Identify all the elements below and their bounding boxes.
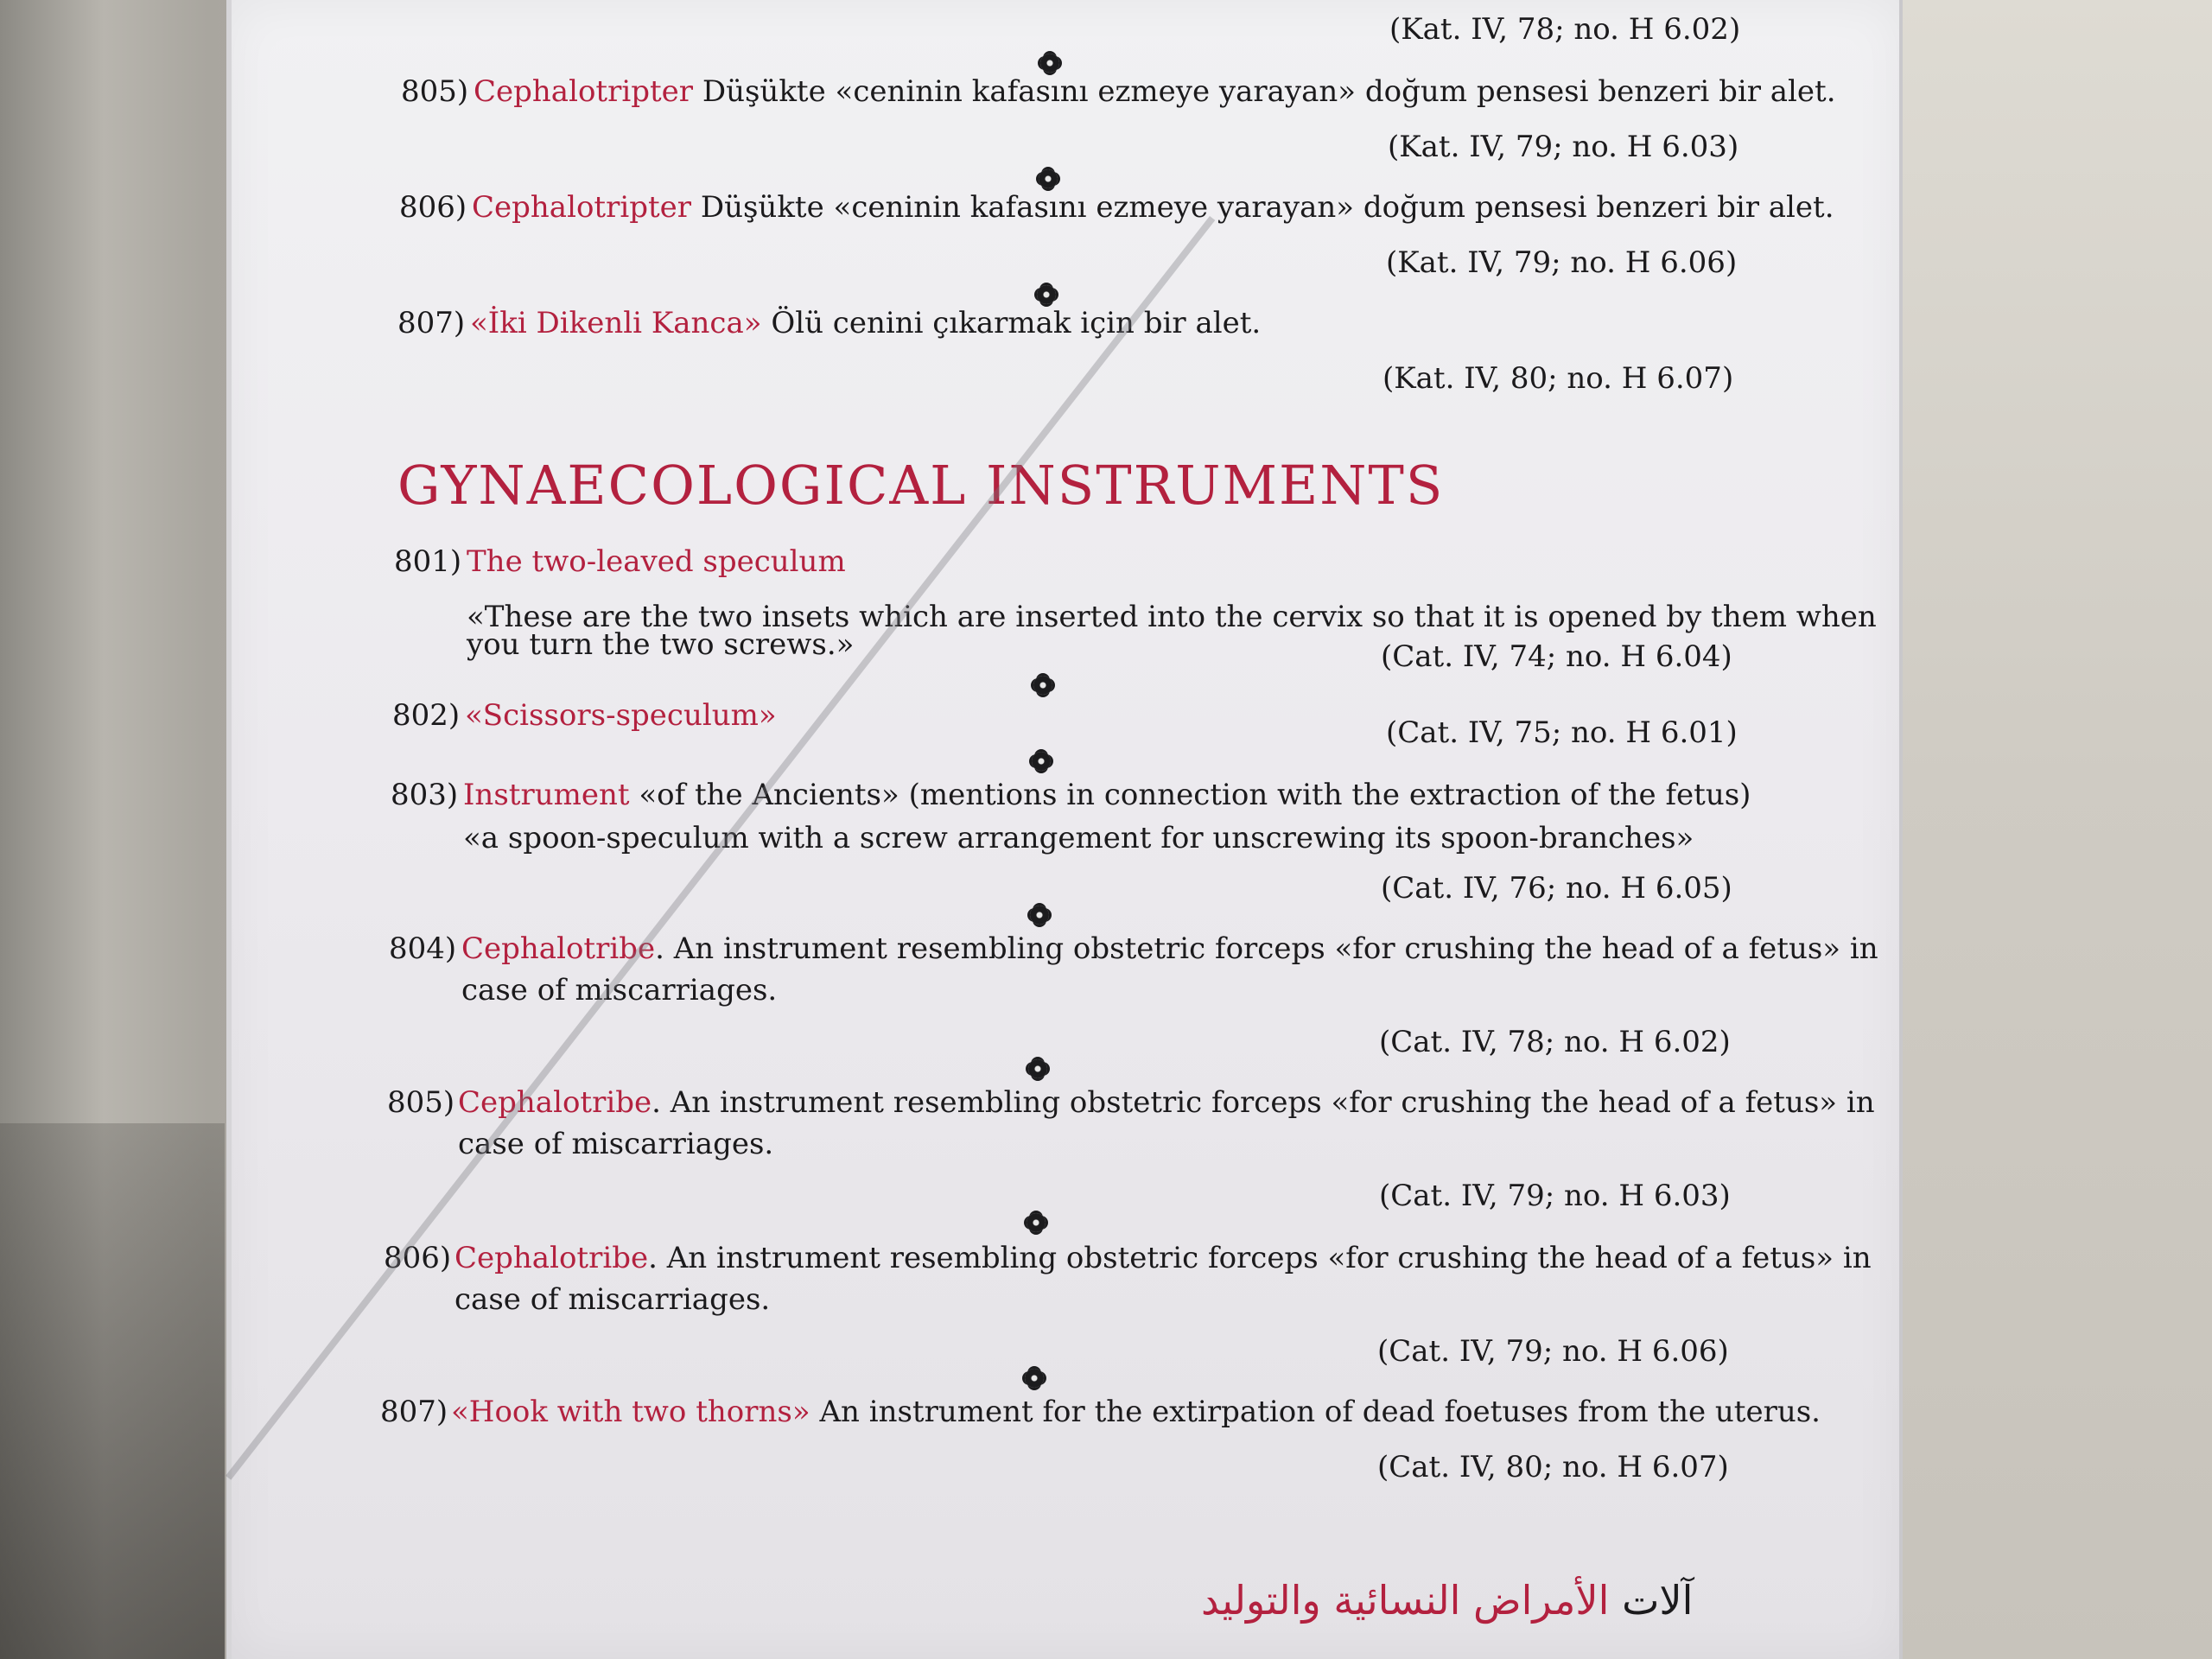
english-item-ref: (Cat. IV, 75; no. H 6.01): [1386, 715, 1738, 750]
turkish-item-term: Cephalotripter: [474, 74, 694, 109]
english-item-line: An instrument for the extirpation of dead foetuses from the uterus.: [819, 1395, 1821, 1429]
english-item-line: case of miscarriages.: [458, 1127, 774, 1161]
turkish-item-number: 805): [401, 74, 469, 109]
flower-divider-icon: [1037, 285, 1056, 304]
english-item-ref: (Cat. IV, 76; no. H 6.05): [1381, 871, 1732, 906]
english-item-ref: (Cat. IV, 80; no. H 6.07): [1377, 1450, 1729, 1484]
english-item-line: «of the Ancients» (mentions in connection with the extraction of the fetus): [639, 778, 1751, 812]
english-item-line: . An instrument resembling obstetric forceps «for crushing the head of a fetus» in: [655, 931, 1878, 966]
english-item-term: Cephalotribe: [461, 931, 656, 966]
flower-divider-icon: [1025, 1369, 1044, 1388]
arabic-title-black: آلات: [1622, 1577, 1694, 1624]
english-item-number: 802): [392, 698, 461, 733]
english-item-line: you turn the two screws.»: [467, 627, 855, 662]
english-item-ref: (Cat. IV, 78; no. H 6.02): [1379, 1025, 1731, 1059]
flower-divider-icon: [1033, 676, 1052, 695]
english-item-line: «a spoon-speculum with a screw arrangement for unscrewing its spoon-branches»: [463, 821, 1694, 855]
english-item-term: Cephalotribe: [458, 1085, 652, 1120]
english-item-number: 807): [380, 1395, 448, 1429]
english-item-803: [463, 778, 1751, 812]
turkish-item-desc: Düşükte «ceninin kafasını ezmeye yarayan» doğum pensesi benzeri bir alet.: [702, 74, 1836, 109]
english-item-ref: (Cat. IV, 79; no. H 6.06): [1377, 1334, 1729, 1369]
section-heading: GYNAECOLOGICAL INSTRUMENTS: [397, 454, 1445, 517]
english-item-number: 803): [391, 778, 459, 812]
flower-divider-icon: [1040, 54, 1059, 73]
english-item-term: Instrument: [463, 778, 630, 812]
english-item-number: 801): [394, 544, 462, 579]
english-item-number: 805): [387, 1085, 455, 1120]
english-item-807: [451, 1395, 1821, 1429]
turkish-item-ref: (Kat. IV, 79; no. H 6.06): [1386, 245, 1738, 280]
arabic-section-title: [1201, 1577, 1693, 1624]
english-item-ref: (Cat. IV, 79; no. H 6.03): [1379, 1179, 1731, 1213]
turkish-item-number: 807): [397, 306, 466, 340]
english-item-806: [454, 1241, 1872, 1275]
turkish-item-805: [474, 74, 1836, 109]
turkish-top-ref: (Kat. IV, 78; no. H 6.02): [1389, 12, 1741, 47]
turkish-item-desc: Ölü cenini çıkarmak için bir alet.: [771, 306, 1262, 340]
flower-divider-icon: [1030, 906, 1049, 925]
turkish-item-desc: Düşükte «ceninin kafasını ezmeye yarayan» doğum pensesi benzeri bir alet.: [700, 190, 1834, 225]
flower-divider-icon: [1027, 1213, 1046, 1232]
flower-divider-icon: [1039, 169, 1058, 188]
arabic-title-red: الأمراض النسائية والتوليد: [1201, 1577, 1610, 1624]
english-item-line: . An instrument resembling obstetric forceps «for crushing the head of a fetus» in: [648, 1241, 1872, 1275]
turkish-item-806: [472, 190, 1834, 225]
english-item-805: [458, 1085, 1875, 1120]
flower-divider-icon: [1028, 1059, 1047, 1078]
english-item-term: The two-leaved speculum: [467, 544, 846, 579]
english-item-line: case of miscarriages.: [461, 973, 778, 1007]
turkish-item-ref: (Kat. IV, 80; no. H 6.07): [1382, 361, 1734, 396]
english-item-number: 806): [384, 1241, 452, 1275]
english-item-term: «Hook with two thorns»: [451, 1395, 810, 1429]
english-item-line: . An instrument resembling obstetric forceps «for crushing the head of a fetus» in: [652, 1085, 1875, 1120]
english-item-term: Cephalotribe: [454, 1241, 649, 1275]
turkish-item-term: «İki Dikenli Kanca»: [470, 306, 762, 340]
turkish-item-number: 806): [399, 190, 467, 225]
english-item-804: [461, 931, 1878, 966]
flower-divider-icon: [1032, 752, 1051, 771]
english-item-line: «These are the two insets which are inserted into the cervix so that it is opened by them when: [467, 600, 1877, 634]
english-item-term: «Scissors-speculum»: [465, 698, 777, 733]
turkish-item-term: Cephalotripter: [472, 190, 692, 225]
english-item-number: 804): [389, 931, 457, 966]
turkish-item-ref: (Kat. IV, 79; no. H 6.03): [1388, 130, 1739, 164]
english-item-ref: (Cat. IV, 74; no. H 6.04): [1381, 639, 1732, 674]
english-item-line: case of miscarriages.: [454, 1282, 771, 1317]
